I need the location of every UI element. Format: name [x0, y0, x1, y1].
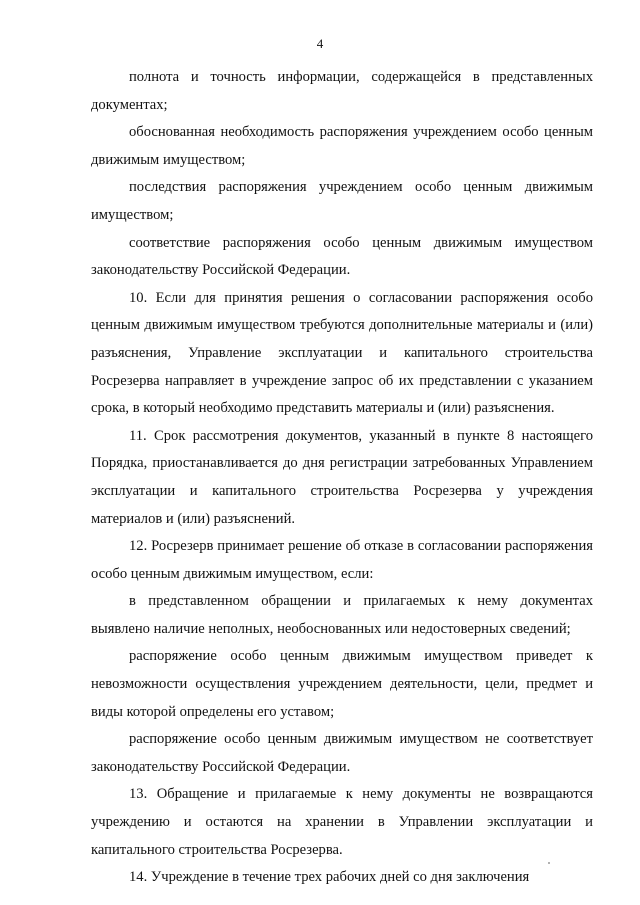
- paragraph-refusal-noncompliance: распоряжение особо ценным движимым имуществом не соответствует законодательству Российской Федерации.: [91, 731, 593, 775]
- paragraph-legal-compliance: соответствие распоряжения особо ценным движимым имуществом законодательству Российской Федерации.: [91, 234, 593, 279]
- paragraph-refusal-incomplete-info: в представленном обращении и прилагаемых к нему документах выявлено наличие неполных, необоснованных или недостоверных сведений;: [91, 593, 593, 637]
- paragraph-item-10: 10. Если для принятия решения о согласовании распоряжения особо ценным движимым имуществом требуются дополнительные материалы и (или) разъяснения, Управление эксплуатации и капитального строительства Росрезерва направляет в учреждение запрос об их представлении с указанием срока, в который необходимо представить материалы и (или) разъяснения.: [91, 289, 593, 417]
- paragraph-info-completeness: полнота и точность информации, содержащейся в представленных документах;: [91, 69, 593, 113]
- scan-speck: [548, 862, 550, 864]
- document-body: [91, 64, 593, 892]
- paragraph-item-13: 13. Обращение и прилагаемые к нему документы не возвращаются учреждению и остаются на хранении в Управлении эксплуатации и капитального строительства Росрезерва.: [91, 786, 593, 858]
- paragraph-item-12: 12. Росрезерв принимает решение об отказе в согласовании распоряжения особо ценным движимым имуществом, если:: [91, 538, 593, 582]
- paragraph-item-11: 11. Срок рассмотрения документов, указанный в пункте 8 настоящего Порядка, приостанавливается до дня регистрации затребованных Управлением эксплуатации и капитального строительства Росрезерва у учреждения материалов и (или) разъяснений.: [91, 427, 593, 527]
- page-number: 4: [316, 36, 324, 51]
- paragraph-refusal-impossibility: распоряжение особо ценным движимым имуществом приведет к невозможности осуществления учреждением деятельности, цели, предмет и виды которой определены его уставом;: [91, 648, 593, 720]
- paragraph-item-14: 14. Учреждение в течение трех рабочих дней со дня заключения: [129, 869, 530, 886]
- paragraph-consequences: последствия распоряжения учреждением особо ценным движимым имуществом;: [91, 179, 593, 223]
- paragraph-justified-need: обоснованная необходимость распоряжения учреждением особо ценным движимым имуществом;: [91, 124, 593, 168]
